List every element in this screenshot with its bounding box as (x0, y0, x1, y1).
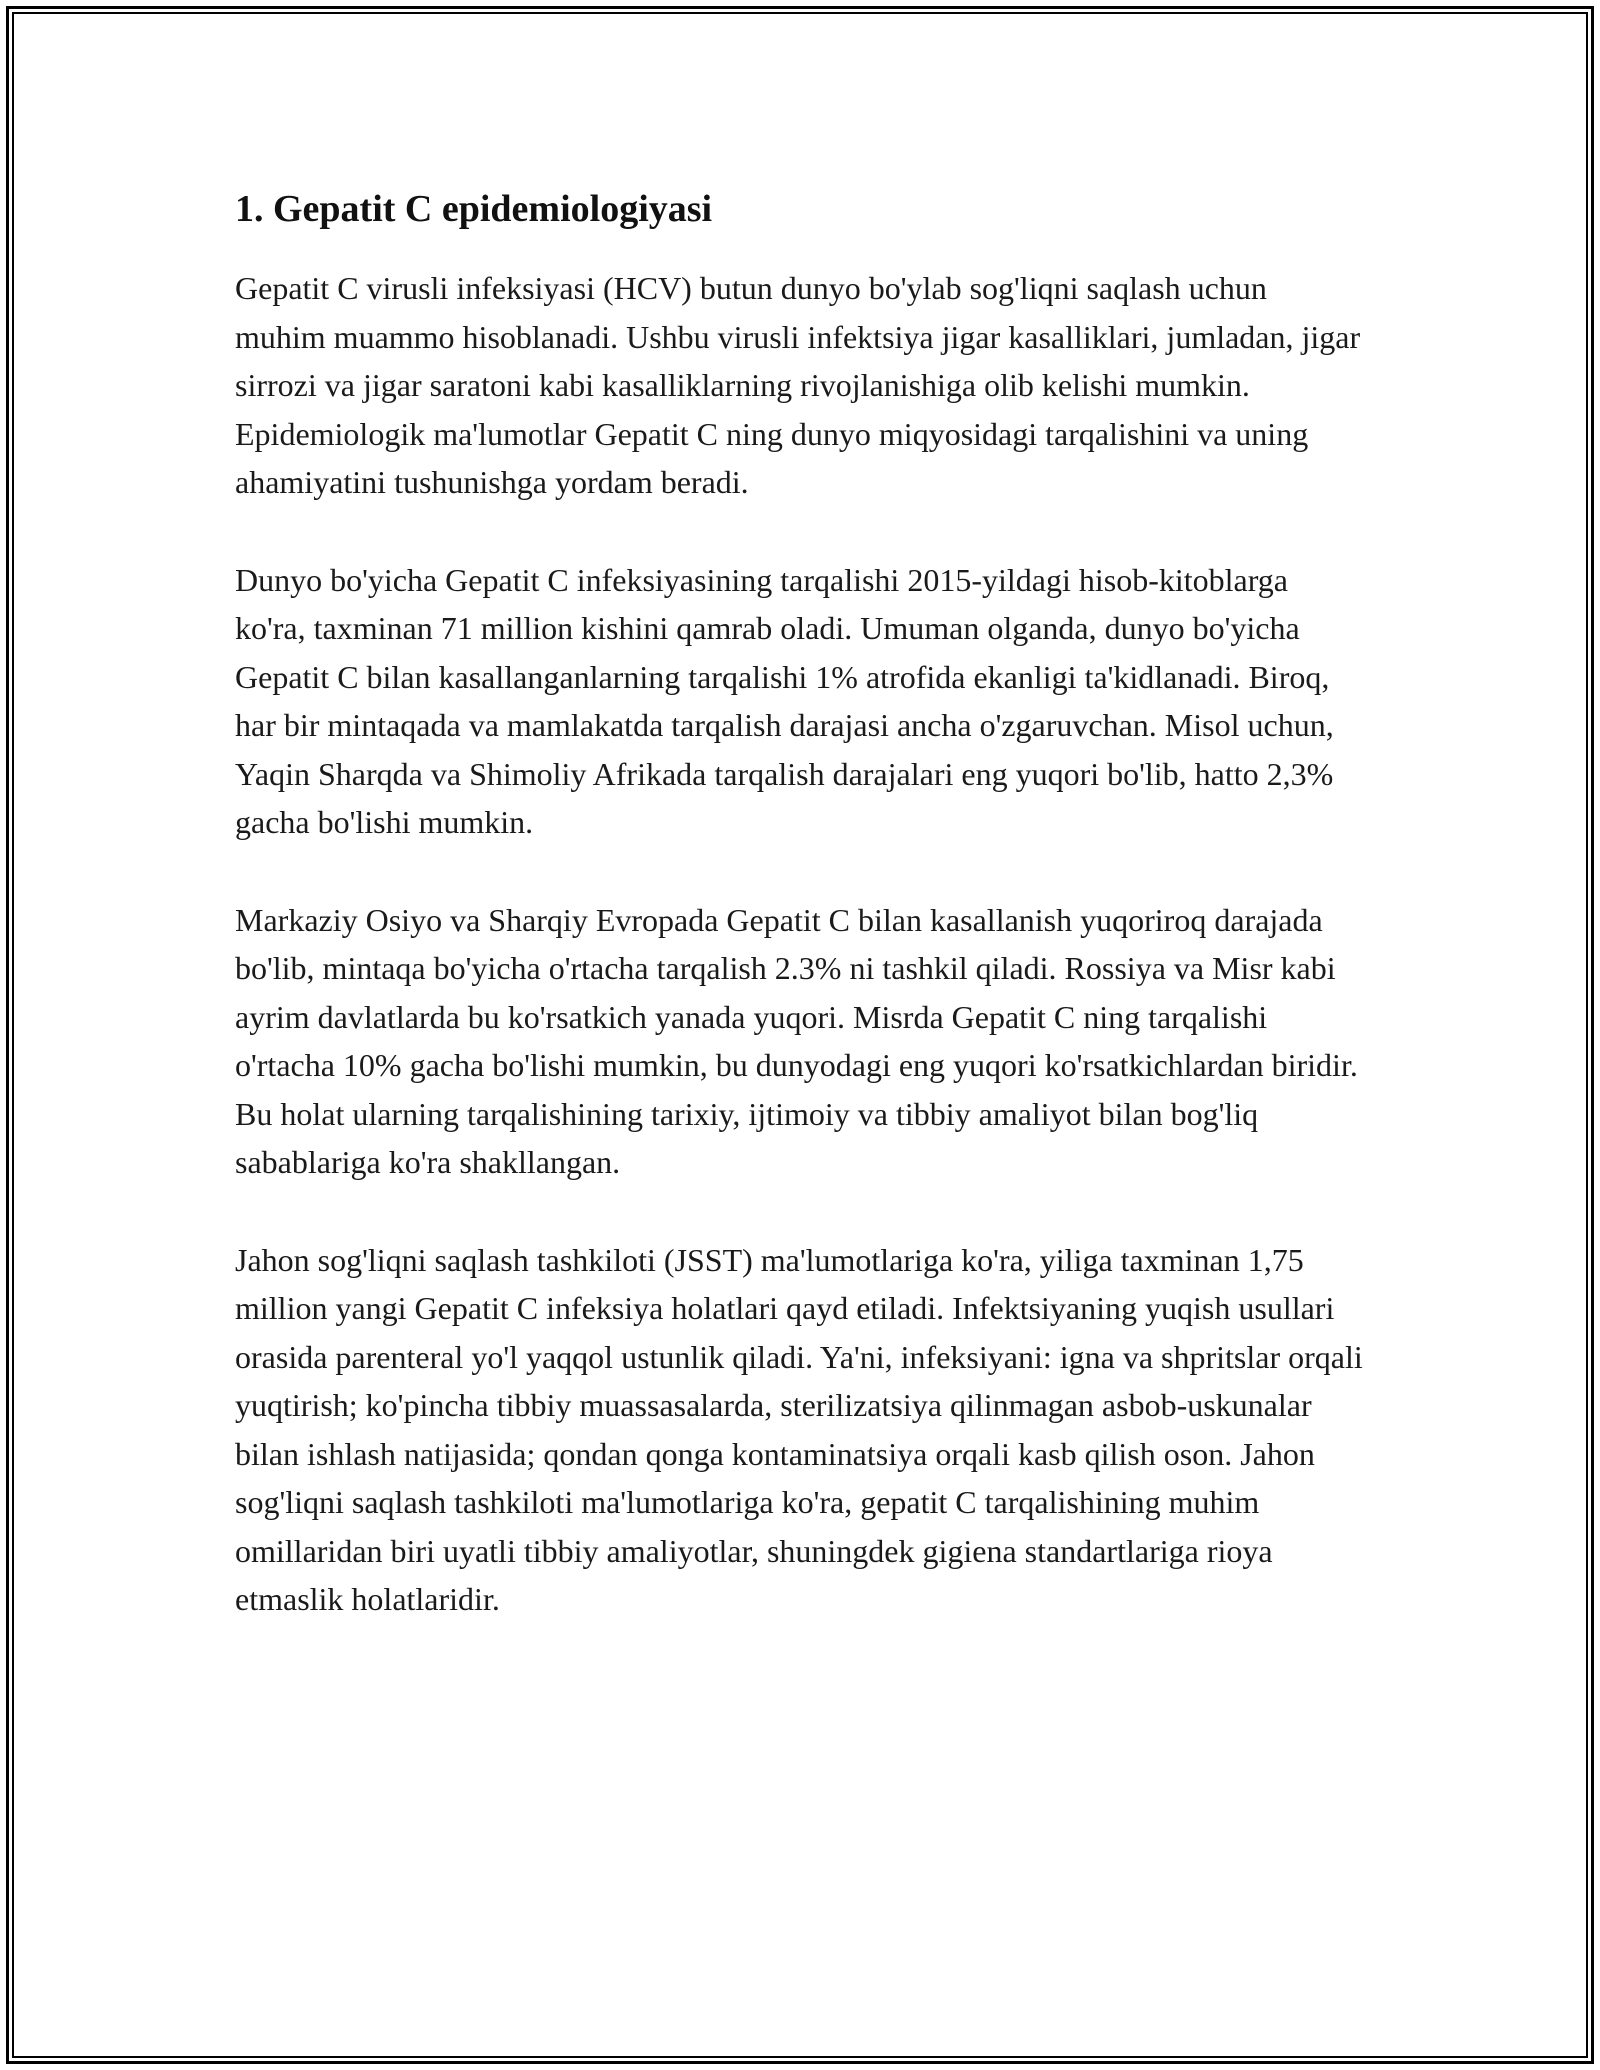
paragraph-1: Gepatit C virusli infeksiyasi (HCV) butun dunyo bo'ylab sog'liqni saqlash uchun muhim muammo hisoblanadi. Ushbu virusli infektsiya jigar kasalliklari, jumladan, jigar sirrozi va jigar saratoni kabi kasalliklarning rivojlanishiga olib kelishi mumkin. Epidemiologik ma'lumotlar Gepatit C ning dunyo miqyosidagi tarqalishini va uning ahamiyatini tushunishga yordam beradi. (235, 270, 1361, 501)
document-body (235, 185, 1365, 1673)
section-heading: 1. Gepatit C epidemiologiyasi (235, 188, 713, 230)
paragraph-3: Markaziy Osiyo va Sharqiy Evropada Gepatit C bilan kasallanish yuqoriroq darajada bo'lib, mintaqa bo'yicha o'rtacha tarqalish 2.3% ni tashkil qiladi. Rossiya va Misr kabi ayrim davlatlarda bu ko'rsatkich yanada yuqori. Misrda Gepatit C ning tarqalishi o'rtacha 10% gacha bo'lishi mumkin, bu dunyodagi eng yuqori ko'rsatkichlardan biridir. Bu holat ularning tarqalishining tarixiy, ijtimoiy va tibbiy amaliyot bilan bog'liq sabablariga ko'ra shakllangan. (235, 901, 1358, 1181)
paragraph-2: Dunyo bo'yicha Gepatit C infeksiyasining tarqalishi 2015-yildagi hisob-kitoblarga ko'ra, taxminan 71 million kishini qamrab oladi. Umuman olganda, dunyo bo'yicha Gepatit C bilan kasallanganlarning tarqalishi 1% atrofida ekanligi ta'kidlanadi. Biroq, har bir mintaqada va mamlakatda tarqalish darajasi ancha o'zgaruvchan. Misol uchun, Yaqin Sharqda va Shimoliy Afrikada tarqalish darajalari eng yuqori bo'lib, hatto 2,3% gacha bo'lishi mumkin. (235, 561, 1334, 841)
paragraph-4: Jahon sog'liqni saqlash tashkiloti (JSST) ma'lumotlariga ko'ra, yiliga taxminan 1,75 million yangi Gepatit C infeksiya holatlari qayd etiladi. Infektsiyaning yuqish usullari orasida parenteral yo'l yaqqol ustunlik qiladi. Ya'ni, infeksiyani: igna va shpritslar orqali yuqtirish; ko'pincha tibbiy muassasalarda, sterilizatsiya qilinmagan asbob-uskunalar bilan ishlash natijasida; qondan qonga kontaminatsiya orqali kasb qilish oson. Jahon sog'liqni saqlash tashkiloti ma'lumotlariga ko'ra, gepatit C tarqalishining muhim omillaridan biri uyatli tibbiy amaliyotlar, shuningdek gigiena standartlariga rioya etmaslik holatlaridir. (235, 1241, 1363, 1618)
